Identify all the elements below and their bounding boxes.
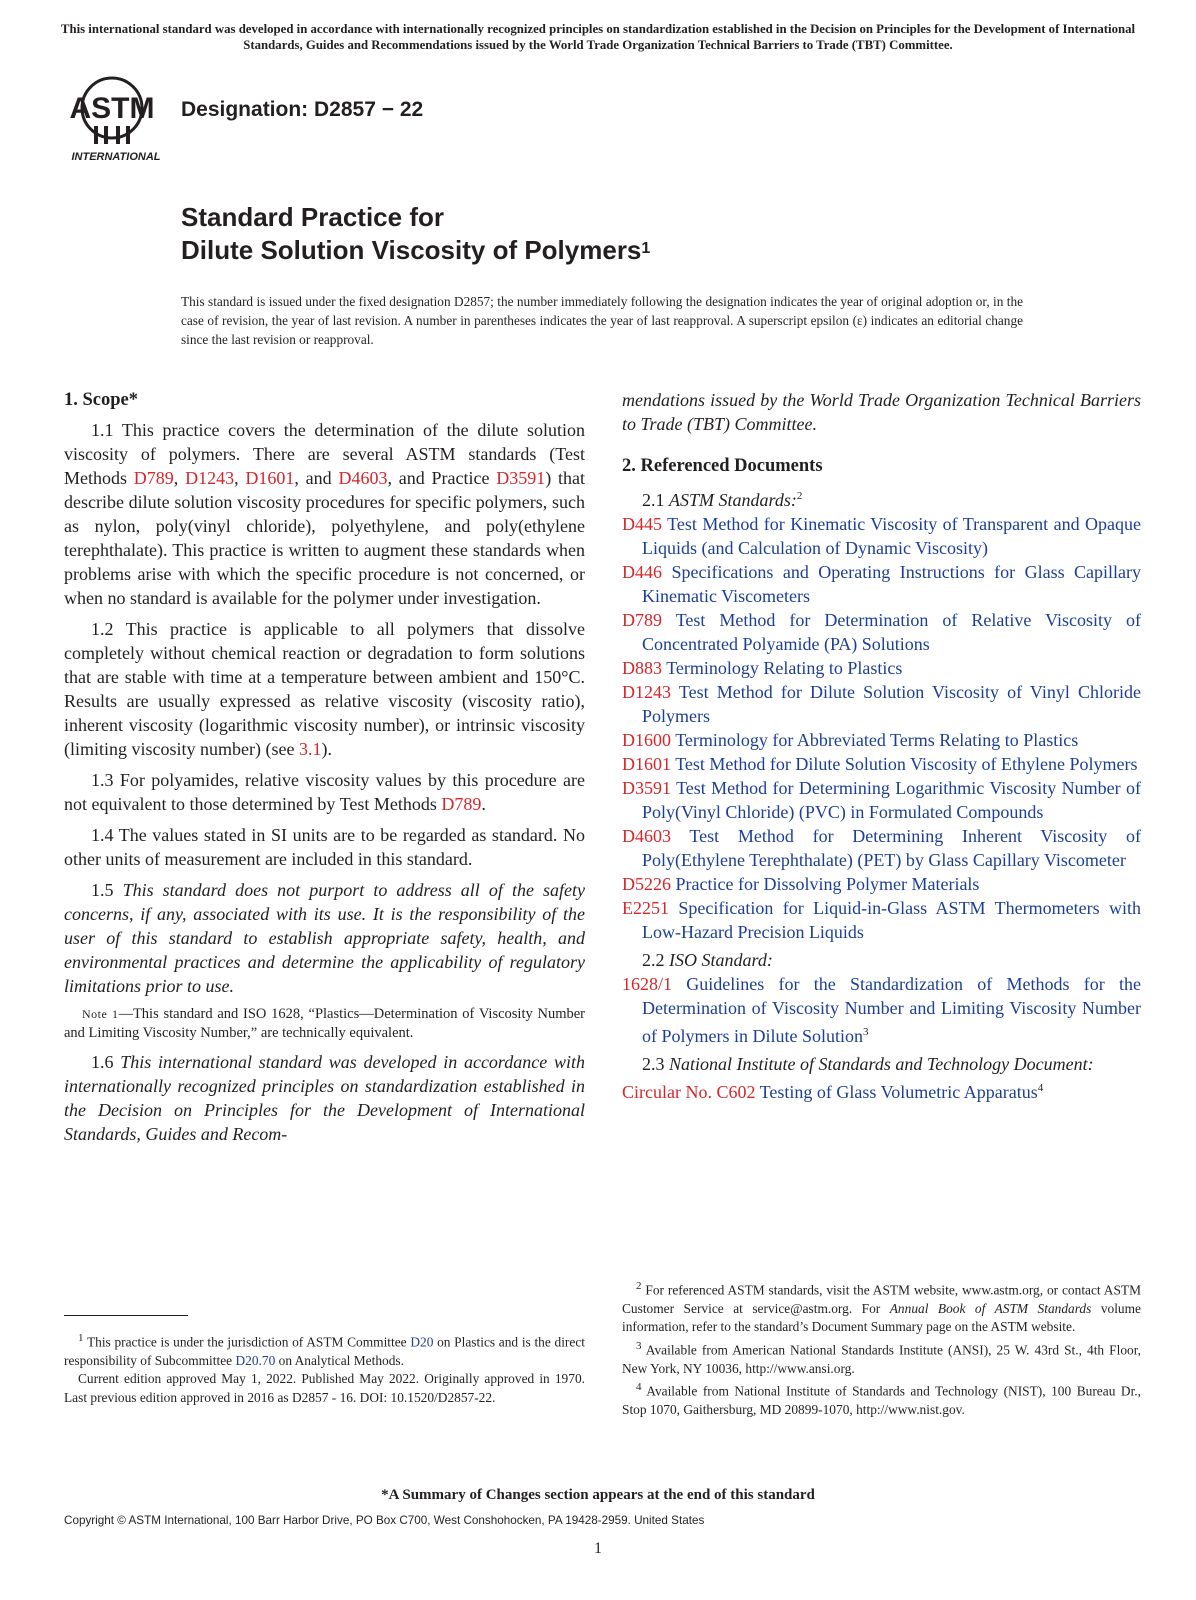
footnotes-right — [622, 1277, 1141, 1420]
footnote-1: $^1$ This practice is under the jurisdiction of ASTM Committee D20 on Plastics and is the direct responsibility of Subcommittee D20.70 on Analytical Methods. — [64, 1332, 585, 1368]
link-d789[interactable]: D789 — [133, 468, 174, 488]
left-column — [64, 388, 585, 1153]
para-1-4: 1.4 The values stated in SI units are to be regarded as standard. No other units of measurement are included in this standard. — [64, 825, 585, 869]
para-1-2: 1.2 This practice is applicable to all polymers that dissolve completely without chemical reaction or degradation to form solutions that are stable with time at a temperature between ambient and 150°C. Results are usually expressed as relative viscosity (viscosity ratio), inherent viscosity (logarithmic viscosity number), or intrinsic viscosity (limiting viscosity number) (see 3.1). — [64, 619, 585, 759]
footnote-1-edition: Current edition approved May 1, 2022. Published May 2022. Originally approved in 1970. Last previous edition approved in 2016 as D2857 - 16. DOI: 10.1520/D2857-22. — [64, 1371, 585, 1405]
title-line-2: Dilute Solution Viscosity of Polymers — [181, 235, 642, 265]
title-line-1: Standard Practice for — [181, 202, 444, 232]
footnotes-left — [64, 1329, 585, 1407]
summary-of-changes-note: *A Summary of Changes section appears at the end of this standard — [381, 1487, 815, 1503]
astm-reference-list — [622, 512, 1141, 944]
footnote-2: $^2$ For referenced ASTM standards, visit the ASTM website, www.astm.org, or contact ASTM Customer Service at service@astm.org. For Annual Book of ASTM Standards volume information, refer to the standard’s Document Summary page on the ASTM website. — [622, 1280, 1141, 1335]
copyright-line: Copyright © ASTM International, 100 Barr Harbor Drive, PO Box C700, West Conshohocken, PA 19428-2959. United States — [64, 1514, 705, 1527]
para-1-5: 1.5 This standard does not purport to address all of the safety concerns, if any, associated with its use. It is the responsibility of the user of this standard to establish appropriate safety, health, and environmental practices and determine the applicability of regulatory limitations prior to use. — [64, 880, 585, 996]
link-section-3-1[interactable]: 3.1 — [298, 739, 322, 759]
link-d20[interactable]: D20 — [410, 1334, 434, 1350]
section-scope-heading: 1. Scope* — [64, 390, 138, 410]
wto-notice: This international standard was developed in accordance with internationally recognized principles on standardization established in the Decision on Principles for the Development of International Standards, Guides and Recommendations issued by the World Trade Organization Technical Barriers to Trade (TBT) Committee. — [60, 22, 1136, 52]
link-d3591[interactable]: D3591 — [496, 468, 546, 488]
title-footnote-ref[interactable]: 1 — [641, 240, 651, 257]
right-column — [622, 388, 1141, 1104]
ref-item[interactable]: D883 Terminology Relating to Plastics — [622, 658, 903, 678]
ref-item[interactable]: D4603 Test Method for Determining Inherent Viscosity of Poly(Ethylene Terephthalate) (PET) by Glass Capillary Viscometer — [622, 826, 1141, 870]
logo-letters: ASTM — [69, 92, 155, 125]
page-number: 1 — [594, 1540, 602, 1557]
issued-note: This standard is issued under the fixed designation D2857; the number immediately following the designation indicates the year of original adoption or, in the case of revision, the year of last revision. A number in parentheses indicates the year of last reapproval. A superscript epsilon (ε) indicates an editorial change since the last revision or reapproval. — [181, 294, 1023, 347]
section-refdocs-heading: 2. Referenced Documents — [622, 456, 823, 476]
para-1-6: 1.6 This international standard was developed in accordance with internationally recognized principles on standardization established in the Decision on Principles for the Development of International Standards, Guides and Recom- — [64, 1052, 585, 1144]
ref-item[interactable]: D445 Test Method for Kinematic Viscosity of Transparent and Opaque Liquids (and Calculation of Dynamic Viscosity) — [622, 514, 1141, 558]
subsection-2-1: 2.1 ASTM Standards:$^2$ — [642, 490, 803, 510]
link-d1601[interactable]: D1601 — [245, 468, 295, 488]
ref-item-iso[interactable]: 1628/1 Guidelines for the Standardization of Methods for the Determination of Viscosity Number and Limiting Viscosity Number of Polymers in Dilute Solution$^3$ — [622, 974, 1142, 1046]
ref-item[interactable]: D446 Specifications and Operating Instructions for Glass Capillary Kinematic Viscometers — [622, 562, 1141, 606]
ref-item[interactable]: D1600 Terminology for Abbreviated Terms Relating to Plastics — [622, 730, 1079, 750]
designation: Designation: D2857 − 22 — [181, 98, 424, 121]
subsection-2-2: 2.2 ISO Standard: — [642, 950, 773, 970]
para-1-1: 1.1 This practice covers the determination of the dilute solution viscosity of polymers. There are several ASTM standards (Test Methods D789, D1243, D1601, and D4603, and Practice D3591) that describe dilute solution viscosity procedures for specific polymers, such as nylon, poly(vinyl chloride), polyethylene, and poly(ethylene terephthalate). This practice is written to augment these standards when problems arise with which the specific procedure is not concerned, or when no standard is available for the polymer under investigation. — [64, 420, 586, 608]
ref-item[interactable]: D5226 Practice for Dissolving Polymer Materials — [622, 874, 980, 894]
ref-item[interactable]: D1243 Test Method for Dilute Solution Viscosity of Vinyl Chloride Polymers — [622, 682, 1141, 726]
astm-logo — [64, 76, 168, 166]
logo-sub: INTERNATIONAL — [71, 151, 161, 163]
link-d4603[interactable]: D4603 — [338, 468, 388, 488]
footnote-divider — [64, 1315, 188, 1316]
ref-item[interactable]: D789 Test Method for Determination of Relative Viscosity of Concentrated Polyamide (PA) Solutions — [622, 610, 1141, 654]
footnote-4: $^4$ Available from National Institute of Standards and Technology (NIST), 100 Bureau Dr., Stop 1070, Gaithersburg, MD 20899-1070, http://www.nist.gov. — [622, 1381, 1141, 1418]
note-1: Note 1—This standard and ISO 1628, “Plastics—Determination of Viscosity Number and Limiting Viscosity Number,” are technically equivalent. — [64, 1006, 585, 1041]
footnote-3: $^3$ Available from American National Standards Institute (ANSI), 25 W. 43rd St., 4th Floor, New York, NY 10036, http://www.ansi.org. — [622, 1339, 1141, 1376]
ref-item[interactable]: D3591 Test Method for Determining Logarithmic Viscosity Number of Poly(Vinyl Chloride) (PVC) in Formulated Compounds — [622, 778, 1141, 822]
link-d20-70[interactable]: D20.70 — [235, 1352, 276, 1368]
ref-item[interactable]: E2251 Specification for Liquid-in-Glass ASTM Thermometers with Low-Hazard Precision Liquids — [622, 898, 1142, 942]
link-d1243[interactable]: D1243 — [185, 468, 235, 488]
para-1-3: 1.3 For polyamides, relative viscosity values by this procedure are not equivalent to those determined by Test Methods D789. — [64, 770, 585, 814]
link-d789-b[interactable]: D789 — [441, 794, 482, 814]
subsection-2-3: 2.3 National Institute of Standards and Technology Document: — [642, 1054, 1094, 1074]
ref-item-nist[interactable]: Circular No. C602 Testing of Glass Volumetric Apparatus$^4$ — [622, 1082, 1044, 1102]
document-title — [181, 201, 650, 267]
para-1-6-continued: mendations issued by the World Trade Organization Technical Barriers to Trade (TBT) Committee. — [622, 390, 1141, 434]
ref-item[interactable]: D1601 Test Method for Dilute Solution Viscosity of Ethylene Polymers — [622, 754, 1138, 774]
